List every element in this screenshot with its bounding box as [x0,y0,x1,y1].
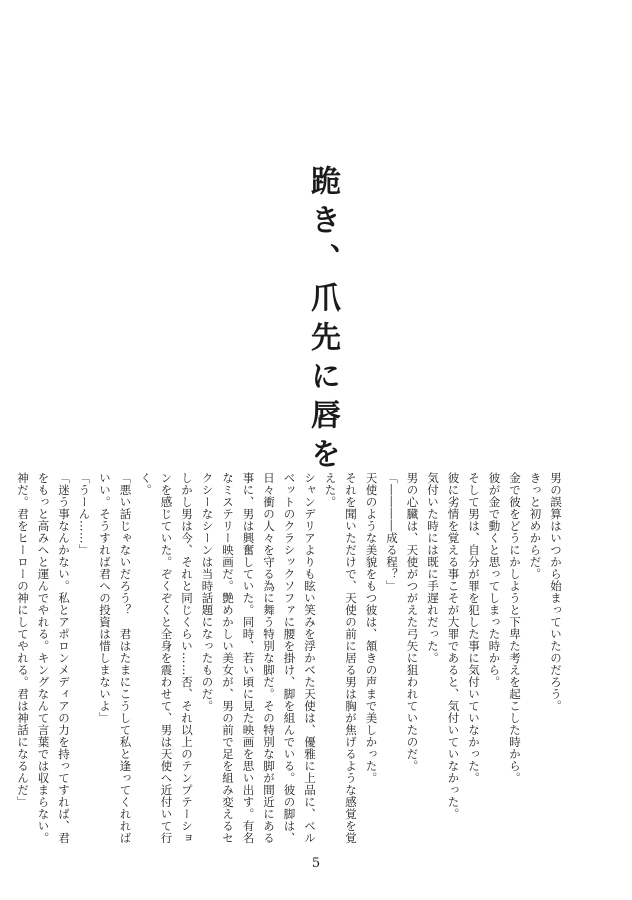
paragraph: 彼が金で動くと思ってしまった時から。 [487,472,502,688]
paragraph: それを聞いただけで、天使の前に居る男は胸が焦げるような感覚を覚えた。 [323,472,358,844]
paragraph: 気付いた時には既に手遅れだった。 [426,472,440,664]
paragraph: 「悪い話じゃないだろう？ 君はたまにこうして私と逢ってくれればいい。そうすれば君への投資は惜しまないよ」 [98,472,133,844]
paragraph: そして男は、自分が罪を犯した事に気付いていなかった。 [467,472,481,784]
paragraph: 男の誤算はいつから始まっていたのだろう。 [549,472,563,712]
paragraph: 「――――成る程？」 [385,472,399,592]
paragraph: きっと初めからだ。 [528,472,543,580]
paragraph: 天使のような美貌をもつ彼は、頷きの声まで美しかった。 [364,472,379,784]
paragraph: しかし男は今、それと同じくらい……否、それ以上のテンプテーションを感じていた。ぞくぞくと全身を震わせて、男は天使へ近付いて行く。 [139,472,194,844]
page-title: 跪き、爪先に唇を [305,165,340,477]
paragraph: 「うーん……」 [77,472,92,556]
paragraph: 「迷う事なんかない。私とアポロンメディアの力を持ってすれば、君をもっと高みへと運んでやれる。キングなんて言葉では収まらない。神だ。君をヒーローの神にしてやれる。君は神話になるんだ」 [16,472,71,844]
paragraph: 男の心臓は、天使がつがえた弓矢に狙われていたのだ。 [405,472,420,772]
page-number: 5 [311,856,321,871]
body-text [16,472,566,852]
paragraph: 金で彼をどうにかしようと下卑た考えを起こした時から。 [508,472,522,784]
paragraph: シャンデリアよりも眩い笑みを浮かべた天使は、優雅に上品に、ベルベットのクラシックソファに腰を掛け、脚を組んでいる。彼の脚は、日々衝の人々を守る為に舞う特別な脚だ。その特別な脚が間近にある事に、男は興奮していた。同時、若い頃に見た映画を思い出す。有名なミステリー映画だ。艶めかしい美女が、男の前で足を組み変えるセクシーなシーンは当時話題になったものだ。 [200,472,317,844]
paragraph: 彼に劣情を覚える事こそが大罪であると、気付いていなかった。 [446,472,461,820]
